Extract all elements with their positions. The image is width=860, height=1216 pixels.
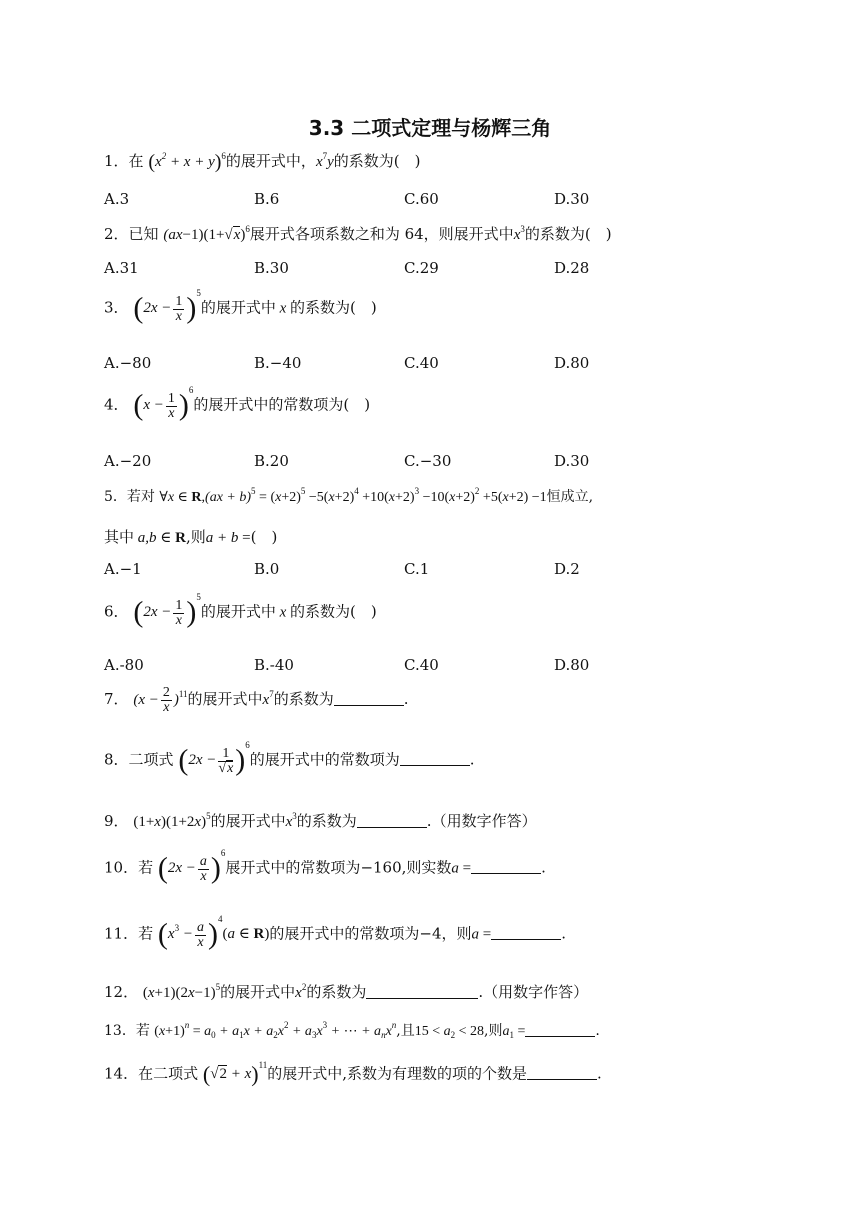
q6-option-a[interactable]: A.-80	[104, 656, 144, 674]
question-6: 6． (2x − $\frac{1}{x}$ )$^5$的展开式中 x 的系数为( )	[104, 592, 377, 629]
question-7: 7． (x − $\frac{2}{x}$ )$^{11}$的展开式中$x^7$的系数为 .	[104, 685, 409, 715]
q4-option-d[interactable]: D.30	[554, 452, 590, 470]
question-9: 9． $(1+x)(1+2x)^5$的展开式中$x^3$的系数为 .（用数字作答）	[104, 811, 537, 830]
q4-option-a[interactable]: A.−20	[104, 452, 152, 470]
q3-option-a[interactable]: A.−80	[104, 354, 152, 372]
q5-option-c[interactable]: C.1	[404, 560, 430, 578]
answer-blank[interactable]	[334, 691, 404, 706]
question-8: 8．二项式 (2x − $\frac{1}{√x}$ )$^6$的展开式中的常数项为 .	[104, 740, 475, 777]
question-5: 5．若对 ∀x ∈ $R,(ax + b)^5 = (x+2)^5 -5(x+2)^4 +10(x+2)^3 -10(x+2)^2 +5(x+2) -1$恒成立,	[104, 486, 594, 505]
q3-option-c[interactable]: C.40	[404, 354, 439, 372]
math-expression: $(x^2 + x + y)^6$	[148, 151, 226, 174]
q2-option-b[interactable]: B.30	[254, 259, 289, 277]
q2-option-a[interactable]: A.31	[104, 259, 139, 277]
q1-option-b[interactable]: B.6	[254, 190, 280, 208]
q6-option-c[interactable]: C.40	[404, 656, 439, 674]
question-5-line2: 其中 a,b ∈ R,则a + b =( )	[104, 528, 278, 546]
q1-option-a[interactable]: A.3	[104, 190, 130, 208]
q2-option-c[interactable]: C.29	[404, 259, 439, 277]
answer-blank[interactable]	[366, 984, 478, 999]
answer-blank[interactable]	[400, 751, 470, 766]
q3-option-b[interactable]: B.−40	[254, 354, 302, 372]
question-2: 2．已知 $(ax-1)(1+√x)^6$展开式各项系数之和为 64，则展开式中$x^3$的系数为( )	[104, 224, 612, 243]
answer-blank[interactable]	[527, 1065, 597, 1080]
q5-option-b[interactable]: B.0	[254, 560, 280, 578]
page-title: 3.3 二项式定理与杨辉三角	[308, 116, 552, 140]
answer-blank[interactable]	[471, 859, 541, 874]
q3-option-d[interactable]: D.80	[554, 354, 590, 372]
q1-option-c[interactable]: C.60	[404, 190, 439, 208]
q5-option-d[interactable]: D.2	[554, 560, 580, 578]
q4-option-b[interactable]: B.20	[254, 452, 289, 470]
q6-option-d[interactable]: D.80	[554, 656, 590, 674]
q6-option-b[interactable]: B.-40	[254, 656, 294, 674]
q4-option-c[interactable]: C.−30	[404, 452, 452, 470]
answer-blank[interactable]	[525, 1022, 595, 1037]
question-11: 11．若 ($x^3$ − $\frac{a}{x}$ )$^4$(a ∈ R)的展开式中的常数项为−4，则a = .	[104, 914, 567, 951]
question-13: 13．若 $(x+1)^n = a_0 + a_1x + a_2x^2 + a_3x^3$ + ⋯ + $a_nx^n$,且$15 < a_2 < 28$,则$a_1$ = .	[104, 1020, 600, 1040]
q5-option-a[interactable]: A.−1	[104, 560, 142, 578]
question-3: 3． (2x − $\frac{1}{x}$ )$^5$的展开式中 x 的系数为( )	[104, 288, 377, 325]
question-10: 10．若 (2x − $\frac{a}{x}$ )$^6$展开式中的常数项为−160,则实数a = .	[104, 848, 546, 885]
answer-blank[interactable]	[357, 813, 427, 828]
question-12: 12． $(x+1)(2x-1)^5$的展开式中$x^2$的系数为 .（用数字作答）	[104, 982, 589, 1001]
question-1: 1．在 $(x^2 + x + y)^6$的展开式中，$x^7y$的系数为( )	[104, 151, 421, 174]
question-14: 14．在二项式 $(√2 + x)^{11}$的展开式中,系数为有理数的项的个数是 .	[104, 1060, 602, 1087]
q2-option-d[interactable]: D.28	[554, 259, 590, 277]
q1-option-d[interactable]: D.30	[554, 190, 590, 208]
question-4: 4． (x − $\frac{1}{x}$ )$^6$的展开式中的常数项为( )	[104, 385, 371, 422]
answer-blank[interactable]	[491, 925, 561, 940]
